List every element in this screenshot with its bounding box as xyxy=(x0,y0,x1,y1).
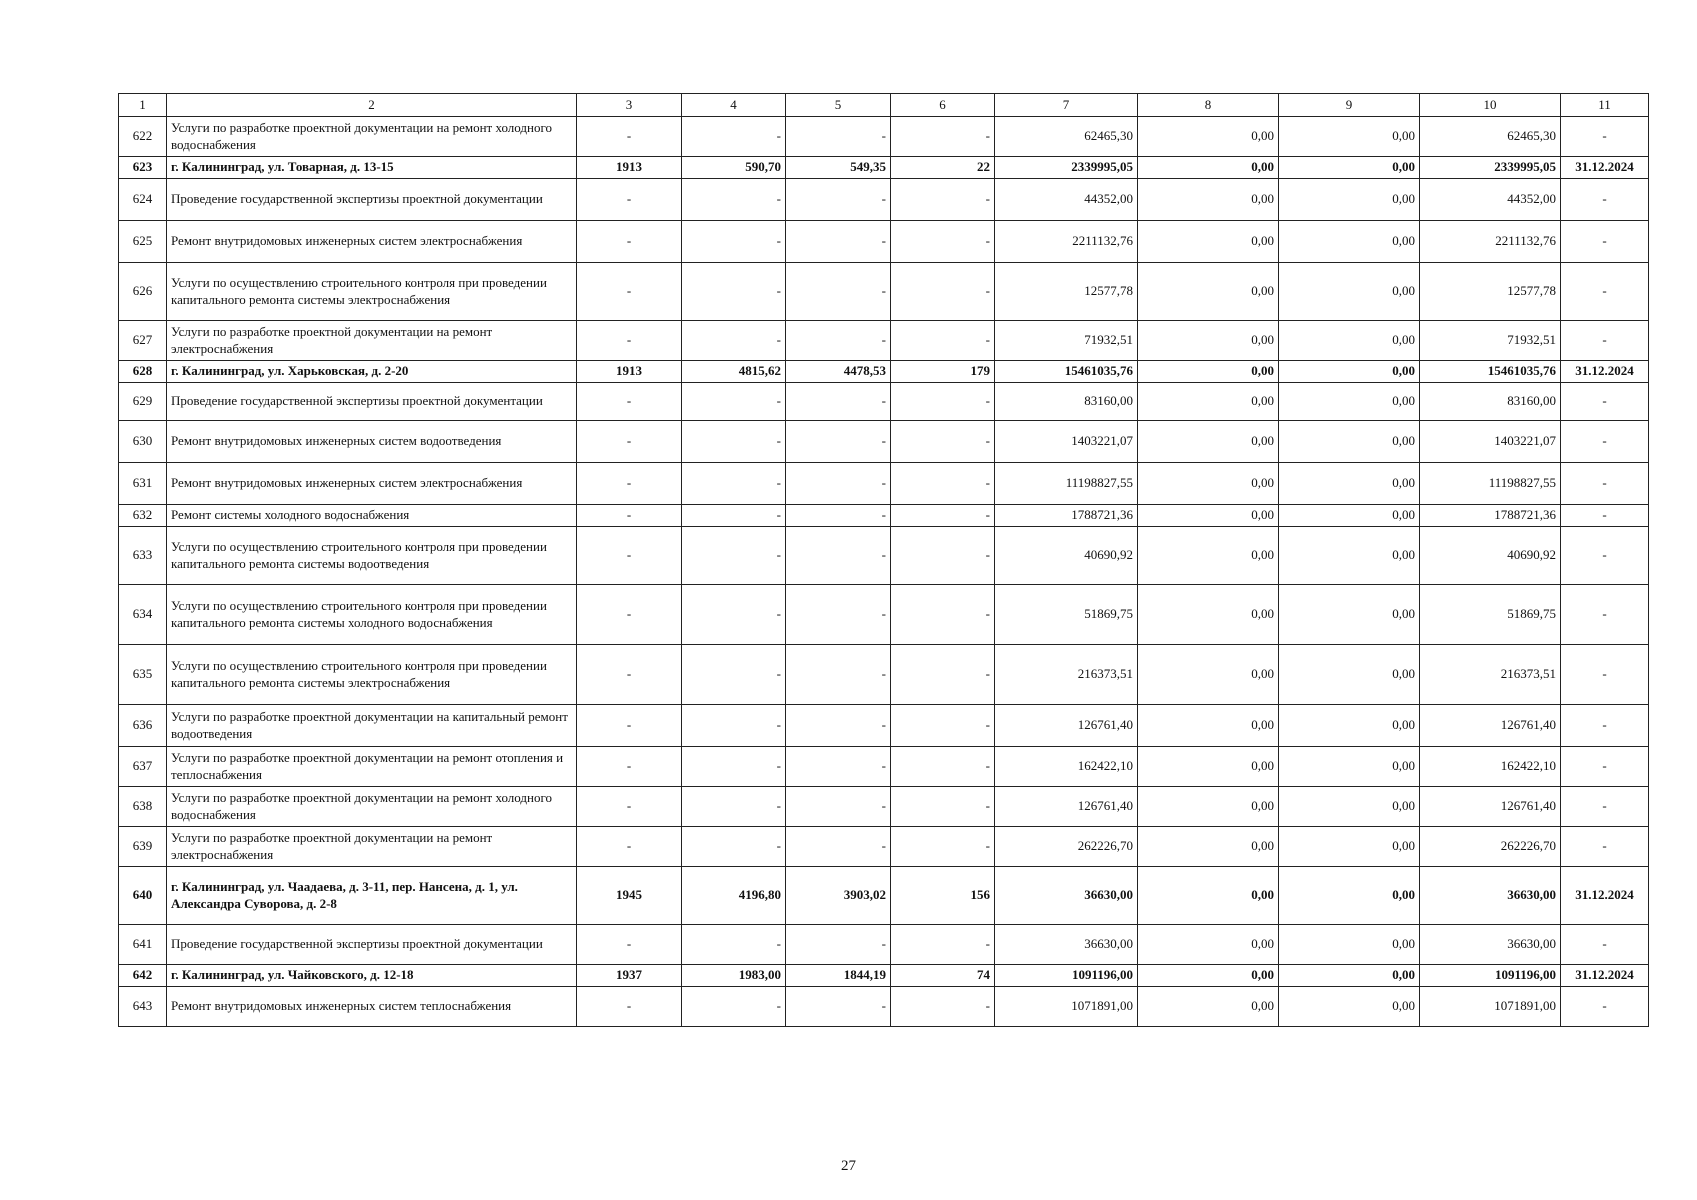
col-4-value: 4815,62 xyxy=(682,361,786,383)
col-6-value: - xyxy=(891,925,995,965)
col-11-value: - xyxy=(1561,925,1649,965)
col-6-value: 22 xyxy=(891,157,995,179)
col-3-value: - xyxy=(577,787,682,827)
col-8-value: 0,00 xyxy=(1138,827,1279,867)
col-5-value: - xyxy=(786,263,891,321)
col-10-value: 1091196,00 xyxy=(1420,965,1561,987)
col-5-value: - xyxy=(786,117,891,157)
row-name: Услуги по разработке проектной документации на ремонт холодного водоснабжения xyxy=(167,787,577,827)
row-name: Проведение государственной экспертизы проектной документации xyxy=(167,179,577,221)
table-row xyxy=(119,383,1649,421)
row-number: 638 xyxy=(119,787,167,827)
col-11-value: - xyxy=(1561,705,1649,747)
page-number: 27 xyxy=(841,1158,856,1174)
col-10-value: 36630,00 xyxy=(1420,925,1561,965)
table-body xyxy=(119,117,1649,1027)
col-4-value: - xyxy=(682,585,786,645)
col-11-value: - xyxy=(1561,645,1649,705)
col-8-value: 0,00 xyxy=(1138,463,1279,505)
row-number: 635 xyxy=(119,645,167,705)
col-7-value: 162422,10 xyxy=(995,747,1138,787)
col-5-value: - xyxy=(786,705,891,747)
col-6-value: - xyxy=(891,179,995,221)
col-5-value: - xyxy=(786,827,891,867)
table-row xyxy=(119,585,1649,645)
col-11-value: 31.12.2024 xyxy=(1561,157,1649,179)
row-number: 629 xyxy=(119,383,167,421)
col-3-value: - xyxy=(577,705,682,747)
col-10-value: 11198827,55 xyxy=(1420,463,1561,505)
col-10-value: 36630,00 xyxy=(1420,867,1561,925)
col-7-value: 40690,92 xyxy=(995,527,1138,585)
col-4-value: - xyxy=(682,421,786,463)
col-9-value: 0,00 xyxy=(1279,987,1420,1027)
col-9-value: 0,00 xyxy=(1279,321,1420,361)
row-name: Услуги по осуществлению строительного контроля при проведении капитального ремонта системы холодного водоснабжения xyxy=(167,585,577,645)
col-3-value: - xyxy=(577,747,682,787)
table-row xyxy=(119,463,1649,505)
table-row xyxy=(119,321,1649,361)
col-9-value: 0,00 xyxy=(1279,867,1420,925)
col-11-value: - xyxy=(1561,321,1649,361)
col-4-value: - xyxy=(682,505,786,527)
row-name: Услуги по разработке проектной документации на ремонт электроснабжения xyxy=(167,321,577,361)
col-9-value: 0,00 xyxy=(1279,585,1420,645)
col-10-value: 216373,51 xyxy=(1420,645,1561,705)
col-9-value: 0,00 xyxy=(1279,965,1420,987)
data-table xyxy=(118,93,1649,1027)
col-11-value: - xyxy=(1561,505,1649,527)
col-11-value: - xyxy=(1561,827,1649,867)
col-8-value: 0,00 xyxy=(1138,157,1279,179)
col-3-value: - xyxy=(577,463,682,505)
col-6-value: - xyxy=(891,787,995,827)
col-10-value: 162422,10 xyxy=(1420,747,1561,787)
col-11-value: - xyxy=(1561,179,1649,221)
col-11-value: - xyxy=(1561,987,1649,1027)
col-4-value: 4196,80 xyxy=(682,867,786,925)
col-4-value: - xyxy=(682,705,786,747)
col-8-value: 0,00 xyxy=(1138,421,1279,463)
col-5-value: - xyxy=(786,925,891,965)
row-number: 636 xyxy=(119,705,167,747)
col-10-value: 44352,00 xyxy=(1420,179,1561,221)
col-8-value: 0,00 xyxy=(1138,527,1279,585)
col-6-value: 74 xyxy=(891,965,995,987)
col-7-value: 1788721,36 xyxy=(995,505,1138,527)
col-9-value: 0,00 xyxy=(1279,705,1420,747)
table-row xyxy=(119,221,1649,263)
col-3-value: - xyxy=(577,263,682,321)
col-10-value: 83160,00 xyxy=(1420,383,1561,421)
col-5-value: - xyxy=(786,527,891,585)
col-4-value: 590,70 xyxy=(682,157,786,179)
col-6-value: - xyxy=(891,747,995,787)
col-9-value: 0,00 xyxy=(1279,463,1420,505)
row-number: 622 xyxy=(119,117,167,157)
row-number: 625 xyxy=(119,221,167,263)
header-row xyxy=(119,94,1649,117)
column-header: 3 xyxy=(577,94,682,117)
col-3-value: - xyxy=(577,585,682,645)
col-10-value: 2339995,05 xyxy=(1420,157,1561,179)
col-8-value: 0,00 xyxy=(1138,505,1279,527)
row-name: Проведение государственной экспертизы проектной документации xyxy=(167,925,577,965)
col-5-value: - xyxy=(786,585,891,645)
col-4-value: - xyxy=(682,527,786,585)
col-7-value: 2211132,76 xyxy=(995,221,1138,263)
table-row xyxy=(119,117,1649,157)
row-name: Услуги по разработке проектной документации на ремонт холодного водоснабжения xyxy=(167,117,577,157)
table-row xyxy=(119,645,1649,705)
row-name: Ремонт внутридомовых инженерных систем электроснабжения xyxy=(167,463,577,505)
col-10-value: 2211132,76 xyxy=(1420,221,1561,263)
col-4-value: - xyxy=(682,787,786,827)
col-3-value: 1913 xyxy=(577,157,682,179)
row-number: 628 xyxy=(119,361,167,383)
row-number: 643 xyxy=(119,987,167,1027)
col-9-value: 0,00 xyxy=(1279,747,1420,787)
row-name: Услуги по разработке проектной документации на капитальный ремонт водоотведения xyxy=(167,705,577,747)
column-header: 10 xyxy=(1420,94,1561,117)
row-number: 641 xyxy=(119,925,167,965)
column-header: 9 xyxy=(1279,94,1420,117)
col-7-value: 71932,51 xyxy=(995,321,1138,361)
col-4-value: - xyxy=(682,463,786,505)
col-11-value: - xyxy=(1561,263,1649,321)
col-6-value: - xyxy=(891,645,995,705)
col-5-value: - xyxy=(786,421,891,463)
col-4-value: - xyxy=(682,383,786,421)
row-name: г. Калининград, ул. Чаадаева, д. 3-11, пер. Нансена, д. 1, ул. Александра Суворова, д. 2-8 xyxy=(167,867,577,925)
col-11-value: - xyxy=(1561,787,1649,827)
col-10-value: 51869,75 xyxy=(1420,585,1561,645)
row-name: Ремонт системы холодного водоснабжения xyxy=(167,505,577,527)
col-8-value: 0,00 xyxy=(1138,263,1279,321)
col-3-value: - xyxy=(577,925,682,965)
col-10-value: 1071891,00 xyxy=(1420,987,1561,1027)
col-6-value: - xyxy=(891,421,995,463)
col-6-value: - xyxy=(891,705,995,747)
col-6-value: - xyxy=(891,383,995,421)
col-4-value: - xyxy=(682,179,786,221)
col-7-value: 51869,75 xyxy=(995,585,1138,645)
col-7-value: 36630,00 xyxy=(995,867,1138,925)
table-row xyxy=(119,747,1649,787)
col-11-value: - xyxy=(1561,383,1649,421)
col-10-value: 15461035,76 xyxy=(1420,361,1561,383)
col-3-value: - xyxy=(577,527,682,585)
col-5-value: 4478,53 xyxy=(786,361,891,383)
table-row xyxy=(119,527,1649,585)
col-7-value: 2339995,05 xyxy=(995,157,1138,179)
column-header: 6 xyxy=(891,94,995,117)
table-row xyxy=(119,925,1649,965)
col-8-value: 0,00 xyxy=(1138,383,1279,421)
row-name: Услуги по осуществлению строительного контроля при проведении капитального ремонта системы электроснабжения xyxy=(167,263,577,321)
col-4-value: - xyxy=(682,645,786,705)
row-number: 631 xyxy=(119,463,167,505)
col-9-value: 0,00 xyxy=(1279,787,1420,827)
col-5-value: - xyxy=(786,463,891,505)
col-8-value: 0,00 xyxy=(1138,585,1279,645)
col-7-value: 15461035,76 xyxy=(995,361,1138,383)
col-3-value: 1913 xyxy=(577,361,682,383)
col-11-value: - xyxy=(1561,463,1649,505)
col-3-value: - xyxy=(577,321,682,361)
col-6-value: - xyxy=(891,263,995,321)
row-number: 637 xyxy=(119,747,167,787)
col-4-value: - xyxy=(682,987,786,1027)
column-header: 7 xyxy=(995,94,1138,117)
table-row xyxy=(119,965,1649,987)
col-11-value: 31.12.2024 xyxy=(1561,965,1649,987)
row-number: 633 xyxy=(119,527,167,585)
col-3-value: - xyxy=(577,421,682,463)
row-number: 626 xyxy=(119,263,167,321)
col-10-value: 40690,92 xyxy=(1420,527,1561,585)
row-number: 634 xyxy=(119,585,167,645)
col-10-value: 71932,51 xyxy=(1420,321,1561,361)
row-number: 642 xyxy=(119,965,167,987)
col-6-value: - xyxy=(891,505,995,527)
col-4-value: - xyxy=(682,117,786,157)
col-5-value: - xyxy=(786,747,891,787)
table-row xyxy=(119,987,1649,1027)
col-3-value: - xyxy=(577,827,682,867)
col-3-value: - xyxy=(577,383,682,421)
col-5-value: 549,35 xyxy=(786,157,891,179)
table-row xyxy=(119,421,1649,463)
col-4-value: - xyxy=(682,221,786,263)
col-9-value: 0,00 xyxy=(1279,645,1420,705)
table-row xyxy=(119,827,1649,867)
col-9-value: 0,00 xyxy=(1279,179,1420,221)
col-7-value: 1091196,00 xyxy=(995,965,1138,987)
row-name: Услуги по разработке проектной документации на ремонт отопления и теплоснабжения xyxy=(167,747,577,787)
col-5-value: - xyxy=(786,383,891,421)
col-6-value: - xyxy=(891,221,995,263)
col-5-value: - xyxy=(786,987,891,1027)
col-9-value: 0,00 xyxy=(1279,383,1420,421)
col-4-value: - xyxy=(682,925,786,965)
col-11-value: 31.12.2024 xyxy=(1561,361,1649,383)
col-11-value: 31.12.2024 xyxy=(1561,867,1649,925)
col-5-value: - xyxy=(786,645,891,705)
col-8-value: 0,00 xyxy=(1138,787,1279,827)
row-name: г. Калининград, ул. Харьковская, д. 2-20 xyxy=(167,361,577,383)
row-name: г. Калининград, ул. Товарная, д. 13-15 xyxy=(167,157,577,179)
row-name: Ремонт внутридомовых инженерных систем водоотведения xyxy=(167,421,577,463)
table-row xyxy=(119,867,1649,925)
col-9-value: 0,00 xyxy=(1279,527,1420,585)
col-7-value: 126761,40 xyxy=(995,705,1138,747)
table-row xyxy=(119,263,1649,321)
col-10-value: 1788721,36 xyxy=(1420,505,1561,527)
column-header: 5 xyxy=(786,94,891,117)
col-5-value: - xyxy=(786,787,891,827)
col-7-value: 12577,78 xyxy=(995,263,1138,321)
col-8-value: 0,00 xyxy=(1138,117,1279,157)
col-7-value: 11198827,55 xyxy=(995,463,1138,505)
col-10-value: 1403221,07 xyxy=(1420,421,1561,463)
col-11-value: - xyxy=(1561,585,1649,645)
row-number: 639 xyxy=(119,827,167,867)
col-3-value: - xyxy=(577,117,682,157)
table-row xyxy=(119,157,1649,179)
col-9-value: 0,00 xyxy=(1279,263,1420,321)
row-name: Услуги по осуществлению строительного контроля при проведении капитального ремонта системы электроснабжения xyxy=(167,645,577,705)
col-7-value: 1071891,00 xyxy=(995,987,1138,1027)
col-6-value: - xyxy=(891,585,995,645)
col-3-value: - xyxy=(577,987,682,1027)
col-3-value: 1937 xyxy=(577,965,682,987)
col-11-value: - xyxy=(1561,221,1649,263)
col-4-value: 1983,00 xyxy=(682,965,786,987)
col-7-value: 62465,30 xyxy=(995,117,1138,157)
row-number: 632 xyxy=(119,505,167,527)
col-3-value: - xyxy=(577,179,682,221)
col-9-value: 0,00 xyxy=(1279,361,1420,383)
col-4-value: - xyxy=(682,263,786,321)
col-8-value: 0,00 xyxy=(1138,867,1279,925)
col-10-value: 126761,40 xyxy=(1420,705,1561,747)
table-row xyxy=(119,787,1649,827)
col-10-value: 262226,70 xyxy=(1420,827,1561,867)
column-header: 8 xyxy=(1138,94,1279,117)
column-header: 1 xyxy=(119,94,167,117)
col-7-value: 44352,00 xyxy=(995,179,1138,221)
col-8-value: 0,00 xyxy=(1138,221,1279,263)
col-4-value: - xyxy=(682,321,786,361)
col-6-value: 179 xyxy=(891,361,995,383)
column-header: 11 xyxy=(1561,94,1649,117)
col-8-value: 0,00 xyxy=(1138,361,1279,383)
col-7-value: 126761,40 xyxy=(995,787,1138,827)
table-row xyxy=(119,505,1649,527)
col-6-value: - xyxy=(891,463,995,505)
table-row xyxy=(119,705,1649,747)
row-number: 627 xyxy=(119,321,167,361)
col-8-value: 0,00 xyxy=(1138,987,1279,1027)
col-8-value: 0,00 xyxy=(1138,645,1279,705)
col-5-value: - xyxy=(786,505,891,527)
row-name: Услуги по разработке проектной документации на ремонт электроснабжения xyxy=(167,827,577,867)
col-6-value: 156 xyxy=(891,867,995,925)
col-9-value: 0,00 xyxy=(1279,117,1420,157)
row-number: 630 xyxy=(119,421,167,463)
row-number: 640 xyxy=(119,867,167,925)
col-4-value: - xyxy=(682,827,786,867)
col-11-value: - xyxy=(1561,421,1649,463)
col-6-value: - xyxy=(891,527,995,585)
col-6-value: - xyxy=(891,117,995,157)
row-name: Ремонт внутридомовых инженерных систем теплоснабжения xyxy=(167,987,577,1027)
col-3-value: - xyxy=(577,645,682,705)
col-7-value: 83160,00 xyxy=(995,383,1138,421)
col-3-value: 1945 xyxy=(577,867,682,925)
col-7-value: 262226,70 xyxy=(995,827,1138,867)
col-9-value: 0,00 xyxy=(1279,505,1420,527)
row-name: Ремонт внутридомовых инженерных систем электроснабжения xyxy=(167,221,577,263)
col-7-value: 1403221,07 xyxy=(995,421,1138,463)
col-8-value: 0,00 xyxy=(1138,747,1279,787)
table-row xyxy=(119,179,1649,221)
col-7-value: 36630,00 xyxy=(995,925,1138,965)
row-name: Проведение государственной экспертизы проектной документации xyxy=(167,383,577,421)
col-6-value: - xyxy=(891,827,995,867)
column-header: 4 xyxy=(682,94,786,117)
col-3-value: - xyxy=(577,505,682,527)
col-10-value: 62465,30 xyxy=(1420,117,1561,157)
row-name: г. Калининград, ул. Чайковского, д. 12-18 xyxy=(167,965,577,987)
col-10-value: 12577,78 xyxy=(1420,263,1561,321)
col-5-value: - xyxy=(786,221,891,263)
col-6-value: - xyxy=(891,987,995,1027)
col-8-value: 0,00 xyxy=(1138,179,1279,221)
col-8-value: 0,00 xyxy=(1138,705,1279,747)
col-4-value: - xyxy=(682,747,786,787)
col-9-value: 0,00 xyxy=(1279,827,1420,867)
col-3-value: - xyxy=(577,221,682,263)
col-9-value: 0,00 xyxy=(1279,925,1420,965)
col-9-value: 0,00 xyxy=(1279,421,1420,463)
table-row xyxy=(119,361,1649,383)
col-9-value: 0,00 xyxy=(1279,221,1420,263)
col-11-value: - xyxy=(1561,527,1649,585)
col-8-value: 0,00 xyxy=(1138,925,1279,965)
row-name: Услуги по осуществлению строительного контроля при проведении капитального ремонта системы водоотведения xyxy=(167,527,577,585)
col-11-value: - xyxy=(1561,117,1649,157)
col-6-value: - xyxy=(891,321,995,361)
col-11-value: - xyxy=(1561,747,1649,787)
col-5-value: 3903,02 xyxy=(786,867,891,925)
col-5-value: 1844,19 xyxy=(786,965,891,987)
col-8-value: 0,00 xyxy=(1138,965,1279,987)
col-5-value: - xyxy=(786,321,891,361)
col-10-value: 126761,40 xyxy=(1420,787,1561,827)
col-9-value: 0,00 xyxy=(1279,157,1420,179)
col-5-value: - xyxy=(786,179,891,221)
col-8-value: 0,00 xyxy=(1138,321,1279,361)
row-number: 623 xyxy=(119,157,167,179)
row-number: 624 xyxy=(119,179,167,221)
col-7-value: 216373,51 xyxy=(995,645,1138,705)
column-header: 2 xyxy=(167,94,577,117)
